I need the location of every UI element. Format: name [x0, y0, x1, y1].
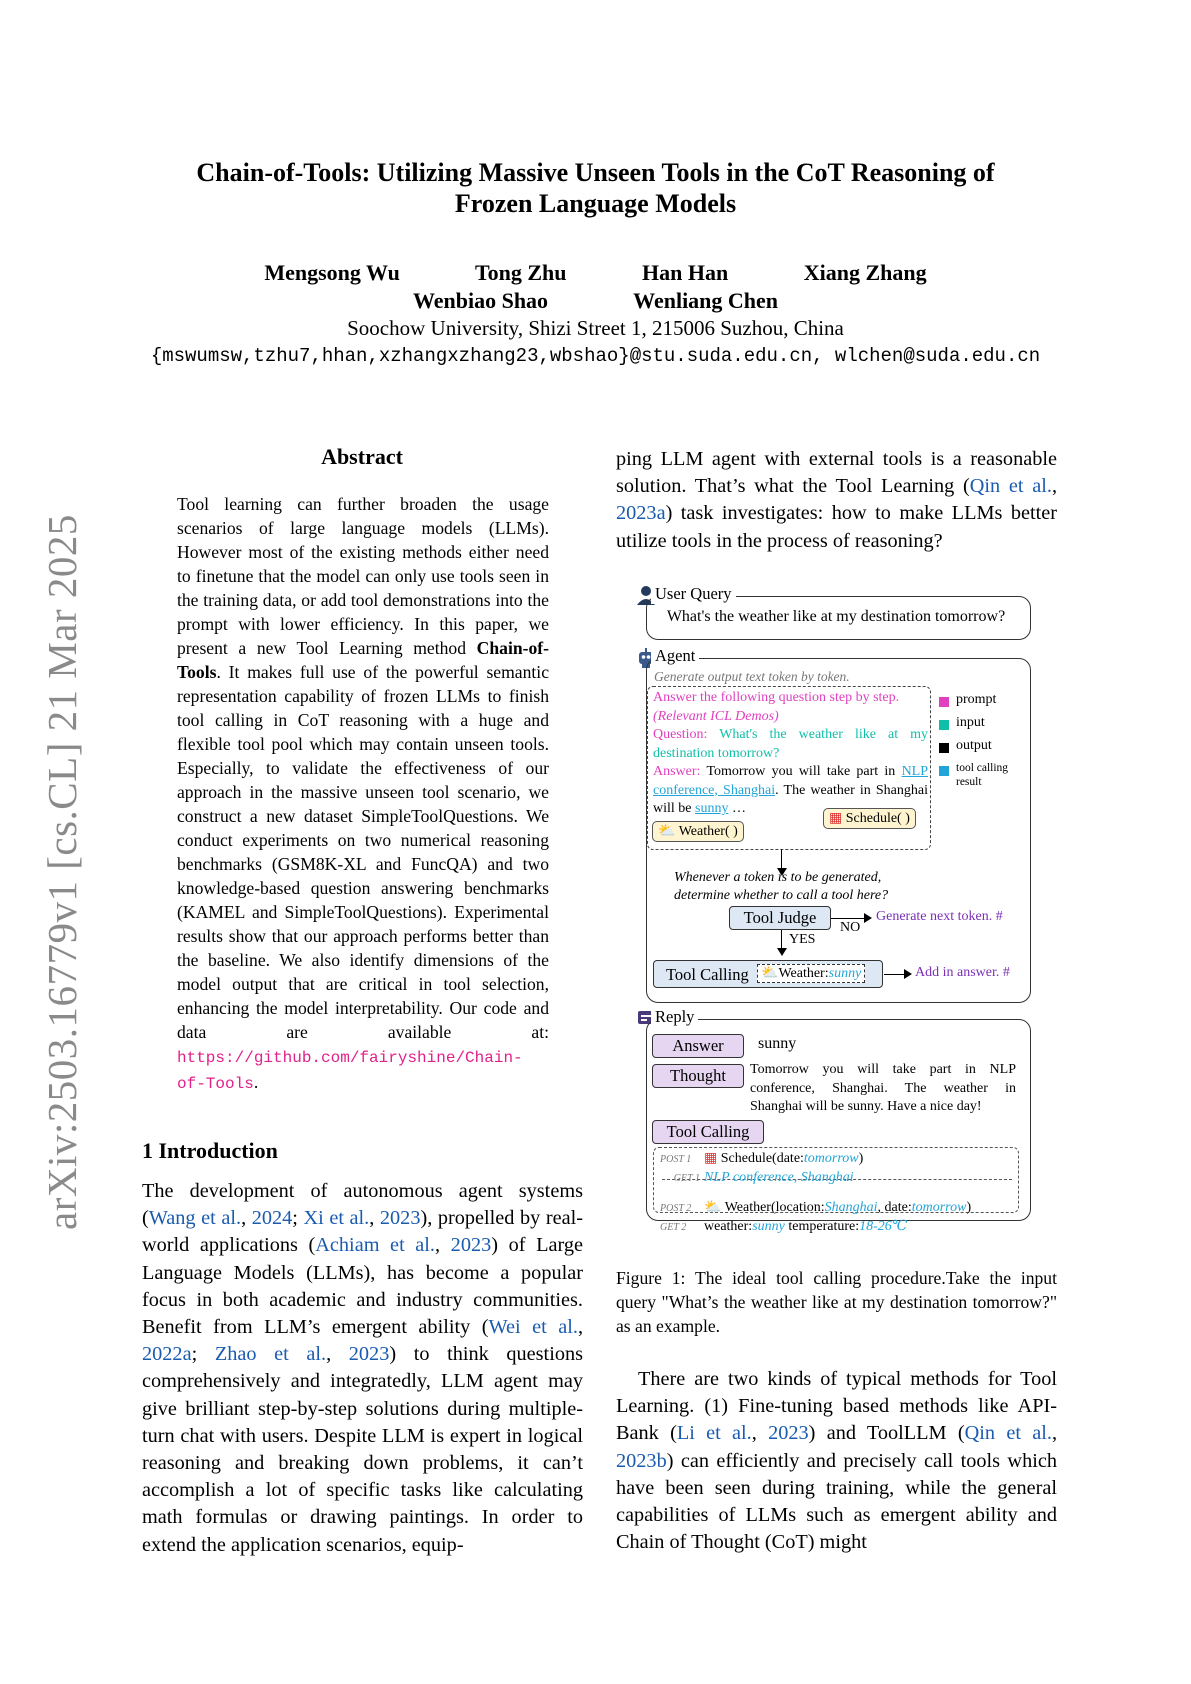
intro-paragraph-1 [142, 1178, 583, 1559]
paragraph-text: ping LLM agent with external tools is a reasonable solution. That’s what the Tool Learning ( [616, 448, 1057, 498]
citation-link[interactable]: Li et al. [676, 1422, 752, 1445]
citation-link[interactable]: 2023 [450, 1234, 492, 1257]
citation-link[interactable]: Qin et al. [964, 1422, 1052, 1445]
answer-tool-result: NLP conference, Shanghai [653, 764, 929, 798]
log-entries [660, 1150, 971, 1237]
arrowhead [864, 913, 872, 923]
add-in-answer: Add in answer. # [915, 965, 1010, 980]
calendar-icon: ▦ [829, 811, 843, 826]
affiliation: Soochow University, Shizi Street 1, 215006 Suzhou, China [347, 316, 844, 340]
citation-link[interactable]: Qin et al. [969, 475, 1052, 498]
no-label: NO [840, 920, 861, 935]
post-1-call: Schedule(date: [720, 1151, 804, 1166]
user-query-label: User Query [651, 584, 736, 604]
answer-text: Tomorrow you will take part in [706, 764, 896, 779]
schedule-tool-label: Schedule( ) [845, 811, 910, 826]
get-1-tag: GET 1 [673, 1173, 700, 1184]
paragraph-text: , [326, 1343, 349, 1366]
figure-1 [636, 579, 1031, 1234]
paragraph-text: ), propelled by real-world applications ( [142, 1207, 584, 1257]
citation-link[interactable]: 2023 [768, 1422, 809, 1445]
post-2-tag: POST 2 [660, 1203, 692, 1214]
weather-icon: ⛅ [658, 824, 676, 839]
get-1-value: NLP conference, Shanghai [704, 1170, 854, 1185]
reply-answer-value: sunny [758, 1035, 797, 1052]
get-2-key-2: temperature: [784, 1219, 860, 1234]
paragraph-text: ; [191, 1343, 215, 1366]
authors-row-1 [0, 260, 1191, 286]
tool-call-key: Weather: [778, 966, 829, 981]
weather-icon: ⛅ [704, 1200, 722, 1215]
author-name: Wenliang Chen [633, 288, 779, 313]
reply-answer-button: Answer [652, 1034, 744, 1058]
prompt-icl-demos: (Relevant ICL Demos) [653, 708, 779, 724]
citation-link[interactable]: Zhao et al. [214, 1343, 327, 1366]
generate-next-token: Generate next token. # [876, 909, 1003, 924]
citation-link[interactable]: 2023a [616, 502, 666, 525]
citation-link[interactable]: Wei et al. [488, 1316, 578, 1339]
question-text: What's the weather like at my destination tomorrow? [653, 727, 928, 761]
citation-link[interactable]: Xi et al. [303, 1207, 370, 1230]
agent-subtitle: Generate output text token by token. [654, 669, 850, 684]
citation-link[interactable]: 2023 [348, 1343, 390, 1366]
legend-swatch-tool-result [939, 766, 949, 776]
abstract-body [177, 492, 549, 1096]
author-name: Xiang Zhang [803, 260, 927, 285]
paragraph-text: ) of Large Language Models (LLMs), has become a popular focus in both academic and industry communities. Benefit from LLM’s emergent ability ( [142, 1234, 583, 1339]
get-1-row [660, 1169, 971, 1188]
abstract-heading: Abstract [321, 444, 403, 469]
paragraph-text: The development of autonomous agent systems ( [142, 1180, 583, 1230]
reply-thought-value: Tomorrow you will take part in NLP conference, Shanghai. The weather in Shanghai will be sunny. Have a nice day! [750, 1062, 1016, 1114]
judge-question-line-2: determine whether to call a tool here? [674, 888, 889, 903]
authors-row-2 [0, 288, 1191, 314]
legend-label-prompt: prompt [956, 692, 997, 707]
author-name: Wenbiao Shao [412, 288, 549, 313]
tool-calling-label: Tool Calling [666, 965, 749, 984]
intro-paragraph-continued [616, 446, 1057, 555]
paragraph-text: ; [292, 1207, 304, 1230]
title-line-2: Frozen Language Models [454, 189, 737, 218]
paragraph-text: , [751, 1422, 769, 1445]
reply-thought-button: Thought [652, 1064, 744, 1088]
legend-swatch-prompt [939, 697, 949, 707]
prompt-instruction: Answer the following question step by step. [653, 690, 900, 705]
tool-call-value: sunny [828, 966, 862, 981]
abstract-text-2: . It makes full use of the powerful semantic representation capability of frozen LLMs to finish tool calling in CoT reasoning with a huge and flexible tool pool which may contain unseen tools. Especially, to validate the effectiveness of our approach in the massive unseen tool scenario, we construct a new dataset SimpleToolQuestions. We conduct experiments on two numerical reasoning benchmarks (GSM8K-XL and FuncQA) and two knowledge-based question answering benchmarks (KAMEL and SimpleToolQuestions). Experimental results show that our approach performs better than the baseline. We also identify dimensions of the model output that are critical in tool selection, enhancing the model interpretability. Our code and data are available at: [177, 662, 549, 1042]
citation-link[interactable]: Achiam et al. [315, 1234, 435, 1257]
arrowhead [904, 969, 912, 979]
paragraph-text: There are two kinds of typical methods for Tool Learning. (1) Fine-tuning based methods like API-Bank ( [616, 1368, 1057, 1445]
get-2-value-2: 18-26℃ [859, 1219, 908, 1234]
ellipsis: … [728, 801, 746, 816]
add-arrow [884, 974, 906, 975]
tool-judge-box: Tool Judge [729, 906, 831, 930]
figure-caption: Figure 1: The ideal tool calling procedure.Take the input query "What’s the weather like at my destination tomorrow?" as an example. [616, 1268, 1057, 1336]
citation-link[interactable]: Wang et al. [148, 1207, 242, 1230]
author-name: Mengsong Wu [264, 260, 400, 285]
paragraph-text: ) task investigates: how to make LLMs better utilize tools in the process of reasoning? [616, 502, 1057, 552]
paragraph-text: , [435, 1234, 451, 1257]
arrowhead [777, 948, 787, 956]
author-emails: {mswumsw,tzhu7,hhan,xzhangxzhang23,wbshao}@stu.suda.edu.cn, wlchen@suda.edu.cn [150, 345, 1041, 367]
paragraph-text: ) to think questions comprehensively and integratedly, LLM agent may give brilliant step-by-step solutions during multiple-turn chat with users. Despite LLM is expert in logical reasoning and breaking down problems, it can’t accomplish a lot of specific tasks like calculating math formulas or drawing paintings. In order to extend the application scenarios, equip- [142, 1343, 583, 1556]
weather-tool-tag [652, 821, 744, 842]
reply-tool-calling-button: Tool Calling [652, 1120, 764, 1144]
code-link[interactable]: https://github.com/fairyshine/Chain-of-Tools [177, 1049, 523, 1093]
judge-question [674, 869, 888, 905]
post-1-tag: POST 1 [660, 1154, 692, 1165]
title-line-1: Chain-of-Tools: Utilizing Massive Unseen Tools in the CoT Reasoning of [196, 158, 995, 187]
answer-label: Answer: [653, 764, 701, 779]
author-name: Han Han [642, 260, 729, 285]
section-heading-introduction: 1 Introduction [142, 1138, 278, 1163]
schedule-tool-tag [823, 808, 916, 829]
author-name: Tong Zhu [474, 260, 567, 285]
abstract-text: Tool learning can further broaden the usage scenarios of large language models (LLMs). However most of the existing methods either need to finetune that the model can only use tools seen in the training data, or add tool demonstrations into the prompt with lower efficiency. In this paper, we present a new Tool Learning method [177, 494, 549, 658]
method-name: Chain-of-Tools [177, 638, 549, 682]
prompt-content [653, 689, 928, 819]
post-2-end: ) [966, 1200, 972, 1215]
calendar-icon: ▦ [704, 1151, 718, 1166]
question-label: Question: [653, 727, 708, 742]
no-arrow [831, 918, 866, 919]
yes-arrow [781, 930, 782, 950]
judge-question-line-1: Whenever a token is to be generated, [674, 870, 882, 885]
citation-link[interactable]: 2022a [142, 1343, 192, 1366]
answer-tool-result-sunny: sunny [695, 801, 729, 816]
get-2-value-1: sunny [752, 1219, 785, 1234]
post-1-row [660, 1150, 971, 1169]
legend-label-tool-result: tool calling result [956, 762, 1009, 788]
legend-label-output: output [956, 738, 992, 753]
citation-link[interactable]: 2023b [616, 1449, 667, 1472]
user-query-text: What's the weather like at my destination tomorrow? [666, 608, 1006, 625]
get-2-row [660, 1218, 971, 1237]
tool-call-result [757, 964, 865, 983]
post-2-call: Weather(location: [724, 1200, 825, 1215]
get-2-tag: GET 2 [660, 1222, 687, 1233]
paper-title [0, 157, 1191, 219]
post-1-arg: tomorrow [803, 1151, 859, 1166]
paragraph-text: ) and ToolLLM ( [808, 1422, 965, 1445]
post-1-end: ) [858, 1151, 864, 1166]
weather-tool-label: Weather( ) [678, 824, 738, 839]
legend-swatch-input [939, 720, 949, 730]
paragraph-text: , [1051, 475, 1058, 498]
legend-swatch-output [939, 743, 949, 753]
post-2-mid: , date: [877, 1200, 912, 1215]
paragraph-text: , [1051, 1422, 1058, 1445]
paragraph-text: , [369, 1207, 380, 1230]
legend-label-input: input [956, 715, 985, 730]
paragraph-text: , [241, 1207, 252, 1230]
period: . [253, 1072, 259, 1092]
arxiv-identifier: arXiv:2503.16779v1 [cs.CL] 21 Mar 2025 [39, 514, 85, 1230]
post-2-arg-1: Shanghai [824, 1200, 878, 1215]
post-2-arg-2: tomorrow [911, 1200, 967, 1215]
paragraph-text: , [577, 1316, 584, 1339]
citation-link[interactable]: 2023 [379, 1207, 421, 1230]
answer-text-2: . The weather in Shanghai will be [653, 782, 929, 816]
citation-link[interactable]: 2024 [251, 1207, 293, 1230]
intro-paragraph-2 [616, 1366, 1057, 1556]
weather-icon: ⛅ [761, 966, 779, 981]
post-2-row [660, 1199, 971, 1218]
yes-label: YES [789, 932, 816, 947]
agent-label: Agent [651, 646, 699, 666]
get-2-key: weather: [704, 1219, 753, 1234]
paragraph-text: ) can efficiently and precisely call tools which have been seen during training, while the general capabilities of LLMs such as emergent ability and Chain of Thought (CoT) might [616, 1449, 1057, 1554]
reply-label: Reply [651, 1007, 698, 1027]
